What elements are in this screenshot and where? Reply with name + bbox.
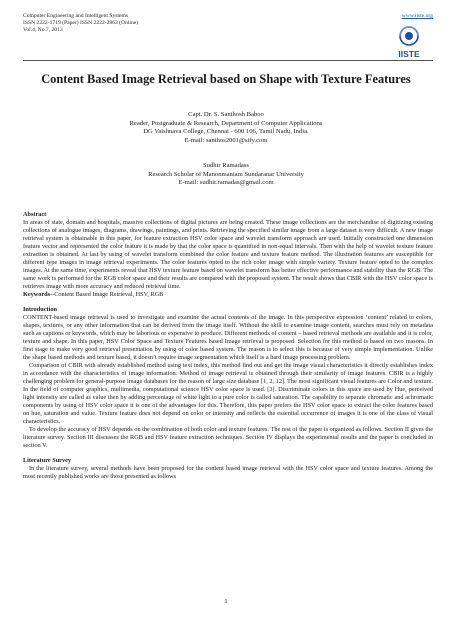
literature-paragraph-1: In the literature survey, several methods have been proposed for the content based image retrieval with the HSV color space and texture features. Among the most recently published works are those presented as follows	[23, 465, 433, 481]
journal-name: Computer Engineering and Intelligent Systems	[23, 13, 129, 19]
intro-paragraph-1: CONTENT-based image retrieval is used to investigate and examine the actual contents of the image. In this perspective expression ‘content’ related to colors, shapes, textures, or any other information that can be derived from the image itself. Without the skill to examine image content, searches must rely on metadata such as captions or keywords, which may be laborious or expensive to produce. Different methods of content – based retrieval methods are available and it is color, texture and shape. In this paper, HSV Color Space and Texture Features based Image retrieval is proposed. Selection for this method is based on two reasons. In first stage to make very good retrieval presentation by using of color based system. The reason is to select this is because of very simple implementation. Unlike the shape based methods and texture based, it doesn’t require image segmentation which itself is a hard image processing problem.	[23, 314, 433, 362]
journal-volume: Vol.4, No.7, 2013	[23, 27, 63, 34]
author-affiliation: DG Vaishnava College, Chennai - 600 106, Tamil Nadu, India.	[143, 128, 309, 136]
abstract-text: In areas of state, domain and hospitals, massive collections of digital pictures are being created. These image collections are the merchandise of digitizing existing collections of analogue images, diagrams, drawings, paintings, and prints. Retrieving the specified similar image from a large dataset is very difficult. A new image retrieval system is obtainable in this paper, for feature extraction HSV color space and wavelet transform approach are used. Initially constructed one dimension feature vector and represented the color feature it is made by that the color space is quantified in non-equal intervals. Then with the help of wavelet texture feature extraction is obtained. At last by using of wavelet transform combined the color feature and texture feature method. The illustration features are susceptible for different type images in image retrieval experiments. The color features opted to the rich color image with simple variety. Texture feature opted to the complex images. At the same time, experiments reveal that HSV texture feature based on wavelet transform has better effective performance and stability than the RGB. The same work is performed for the RGB color space and their results are compared with the proposed system. The result shows that CBIR with the HSV color space is retrieves image with more accuracy and reduced retrieval time.	[23, 219, 433, 291]
keywords-label: Keywords	[23, 291, 51, 299]
author-role: Research Scholar of Manonmaniam Sundaranar University	[148, 170, 304, 178]
keywords-text: --Content Based Image Retrieval, HSV, RGB	[50, 291, 164, 299]
author-role: Reader, Postgraduate & Research, Department of Computer Applications	[129, 119, 323, 127]
intro-paragraph-2: Comparison of CBIR with already established method using text index, this method find out and get the image visual characteristics it directly establishes index in accordance with the characteristics of image information. Method of image retrieval is obtained through their similarity of image features. CBIR is a highly challenging problem for general-purpose image databases for the reason of large size database [1, 2, 12]. The most significant visual features are Color and texture. In the field of computer graphics, multimedia, computational science HSV color space is used. [3]. Discriminate colors in this space are used by Hue, perceived light intensity are called as value then by adding percentage of white light to a pure color is called saturation. The capability to separate chromatic and achromatic components by using of HSV color space it is one of the advantages for this. Therefore, this paper prefers the HSV color space to extract the color features based on hue, saturation and value. Texture feature does not depend on color or intensity and reflects the essential occurrence of images it is one of the class of visual characteristics.	[23, 362, 433, 426]
intro-paragraph-3: To develop the accuracy of HSV depends on the combination of both color and texture features. The rest of the paper is organized as follows. Section II gives the literature survey. Section III discusses the RGB and HSV feature extraction techniques. Section IV displays the experimental results and the paper is concluded in section V.	[23, 426, 433, 450]
header-rule	[23, 60, 433, 61]
iiste-logo	[394, 24, 424, 60]
author-email: E-mail: santhos2001@sify.com	[184, 136, 268, 144]
keywords-line	[23, 291, 433, 299]
author-block-2	[40, 162, 412, 188]
literature-survey-heading: Literature Survey	[23, 457, 71, 465]
paper-title: Content Based Image Retrieval based on Shape with Texture Features	[41, 72, 411, 86]
journal-header	[23, 13, 433, 35]
abstract-heading: Abstract	[23, 211, 47, 218]
svg-text:IISTE: IISTE	[398, 49, 420, 59]
journal-url-link[interactable]: www.iiste.org	[401, 13, 433, 19]
page-number: 1	[224, 598, 228, 605]
author-name: Sudhir Ramadass	[203, 162, 249, 169]
journal-issn: ISSN 2222-1719 (Paper) ISSN 2222-2863 (Online)	[23, 20, 139, 27]
paper-body	[23, 211, 433, 482]
author-email: E-mail: sudhir.ramadas@gmail.com	[178, 179, 274, 187]
author-block-1	[40, 111, 412, 145]
author-name: Capt. Dr. S. Santhosh Baboo	[188, 111, 264, 118]
introduction-heading: Introduction	[23, 306, 57, 314]
